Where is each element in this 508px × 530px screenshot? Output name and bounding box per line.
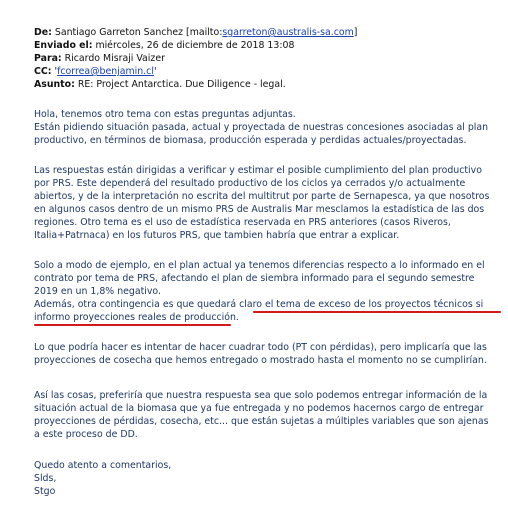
paragraph-adjust: [34, 341, 487, 367]
paragraph-example: [34, 259, 485, 324]
cc-post: ': [153, 66, 157, 77]
body-line: a este proceso de DD.: [34, 429, 138, 440]
to-label: Para:: [34, 53, 62, 64]
body-line: por PRS. Este dependerá del resultado productivo de los ciclos ya cerrados y/o actualmente: [34, 178, 466, 189]
red-underline-annotation: [34, 324, 231, 326]
body-line: en algunos casos dentro de un mismo PRS de Australis Mar mesclamos la estadística de las dos: [34, 204, 485, 215]
body-line: Así las cosas, preferiría que nuestra respuesta sea que solo podemos entregar información de la: [34, 390, 488, 401]
body-line: contrato por tema de PRS, afectando el plan de siembra informado para el segundo semestre: [34, 273, 475, 284]
sent-line: [34, 39, 504, 52]
body-line: proyecciones de cosecha que hemos entregado o mostrado hasta el momento no se cumplirían.: [34, 355, 487, 366]
from-line: [34, 26, 504, 39]
body-line: Además, otra contingencia es que quedará claro el tema de exceso de los proyectos técnicos si: [34, 299, 484, 310]
paragraph-proposal: [34, 389, 489, 441]
body-line: 2019 en un 1,8% negativo.: [34, 286, 161, 297]
body-line: regiones. Otro tema es el uso de estadística reservada en PRS anteriores (casos Riveros,: [34, 217, 451, 228]
body-line: Italia+Patrnaca) en los futuros PRS, que tambien habría que entrar a explicar.: [34, 230, 400, 241]
body-line: situación actual de la biomasa que ya fue entregada y no podemos hacernos cargo de entregar: [34, 403, 484, 414]
from-email-link[interactable]: sgarreton@australis-sa.com: [222, 27, 354, 38]
subject-label: Asunto:: [34, 79, 75, 90]
body-line: proyecciones de pérdidas, cosecha, etc... que están sujetas a múltiples variables que son ajenas: [34, 416, 489, 427]
cc-label: CC:: [34, 66, 52, 77]
to-line: [34, 52, 504, 65]
paragraph-responses: [34, 164, 489, 242]
sent-label: Enviado el:: [34, 40, 93, 51]
body-line: Solo a modo de ejemplo, en el plan actual ya tenemos diferencias respecto a lo informado en el: [34, 260, 485, 271]
email-header: [34, 26, 504, 91]
from-close: ]: [353, 27, 358, 38]
body-line: informo proyecciones reales de producción.: [34, 312, 239, 323]
subject-line: [34, 78, 504, 91]
from-label: De:: [34, 27, 52, 38]
body-line: Lo que podría hacer es intentar de hacer cuadrar todo (PT con pérdidas), pero implicaría que las: [34, 342, 487, 353]
body-line: abiertos, y de la interpretación no escrita del multitrut por parte de Sernapesca, ya que nosotros: [34, 191, 490, 202]
body-line: Las respuestas están dirigidas a verificar y estimar el posible cumplimiento del plan productivo: [34, 165, 482, 176]
cc-line: [34, 65, 504, 78]
paragraph-signoff: [34, 459, 171, 498]
cc-email-link[interactable]: fcorrea@benjamin.cl: [57, 66, 154, 77]
body-line: Slds,: [34, 473, 57, 484]
sent-value: miércoles, 26 de diciembre de 2018 13:08: [92, 40, 295, 51]
body-line: Stgo: [34, 486, 56, 497]
body-line: Hola, tenemos otro tema con estas preguntas adjuntas.: [34, 109, 296, 120]
red-underline-annotation: [253, 311, 501, 313]
body-line: Quedo atento a comentarios,: [34, 460, 172, 471]
body-line: Están pidiendo situación pasada, actual y proyectada de nuestras concesiones asociadas al plan: [34, 122, 489, 133]
to-value: Ricardo Misraji Vaizer: [61, 53, 165, 64]
subject-value: RE: Project Antarctica. Due Diligence - legal.: [74, 79, 286, 90]
paragraph-greeting: [34, 108, 488, 147]
cc-pre: ': [51, 66, 58, 77]
body-line: productivo, en términos de biomasa, producción esperada y perdidas actuales/proyectadas.: [34, 135, 467, 146]
from-value: Santiago Garreton Sanchez [mailto:: [51, 27, 223, 38]
